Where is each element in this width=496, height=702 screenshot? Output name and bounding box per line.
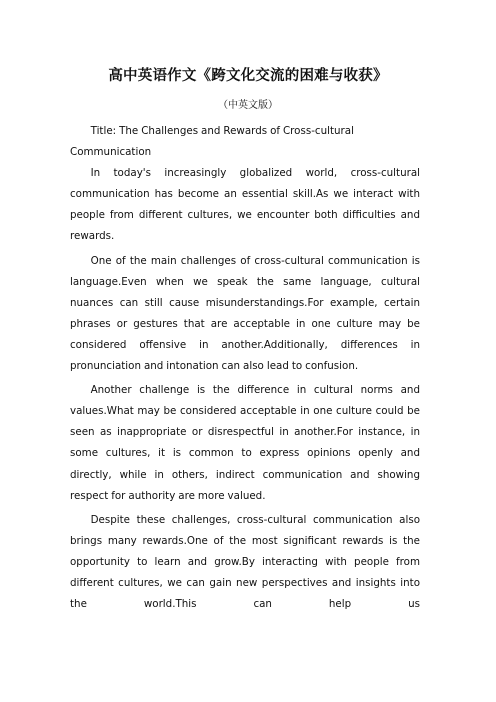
- paragraph-language-challenge: One of the main challenges of cross-cultural communication is language.Even when we speak the same language, cultural nuances can still cause misunderstandings.For example, certain phrases or gestures that are acceptable in one culture may be considered offensive in another.Additionally, differences in pronunciation and intonation can also lead to confusion.: [70, 254, 420, 373]
- paragraph-intro: In today's increasingly globalized world, cross-cultural communication has become an essential skill.As we interact with people from different cultures, we encounter both difficulties and rewards.: [70, 167, 420, 243]
- paragraph-norms-challenge: Another challenge is the difference in cultural norms and values.What may be considered acceptable in one culture could be seen as inappropriate or disrespectful in another.For instance, in some cultures, it is common to express opinions openly and directly, while in others, indirect communication and showing respect for authority are more valued.: [70, 384, 420, 502]
- document-body: [70, 121, 420, 618]
- document-title: 高中英语作文《跨文化交流的困难与收获》: [108, 68, 388, 84]
- essay-title: Title: The Challenges and Rewards of Cross-cultural Communication: [70, 125, 354, 159]
- paragraph-rewards: Despite these challenges, cross-cultural communication also brings many rewards.One of the most significant rewards is the opportunity to learn and grow.By interacting with people from different cultures, we can gain new perspectives and insights into the world.This can help us: [70, 513, 420, 611]
- document-subtitle: （中英文版）: [218, 100, 278, 111]
